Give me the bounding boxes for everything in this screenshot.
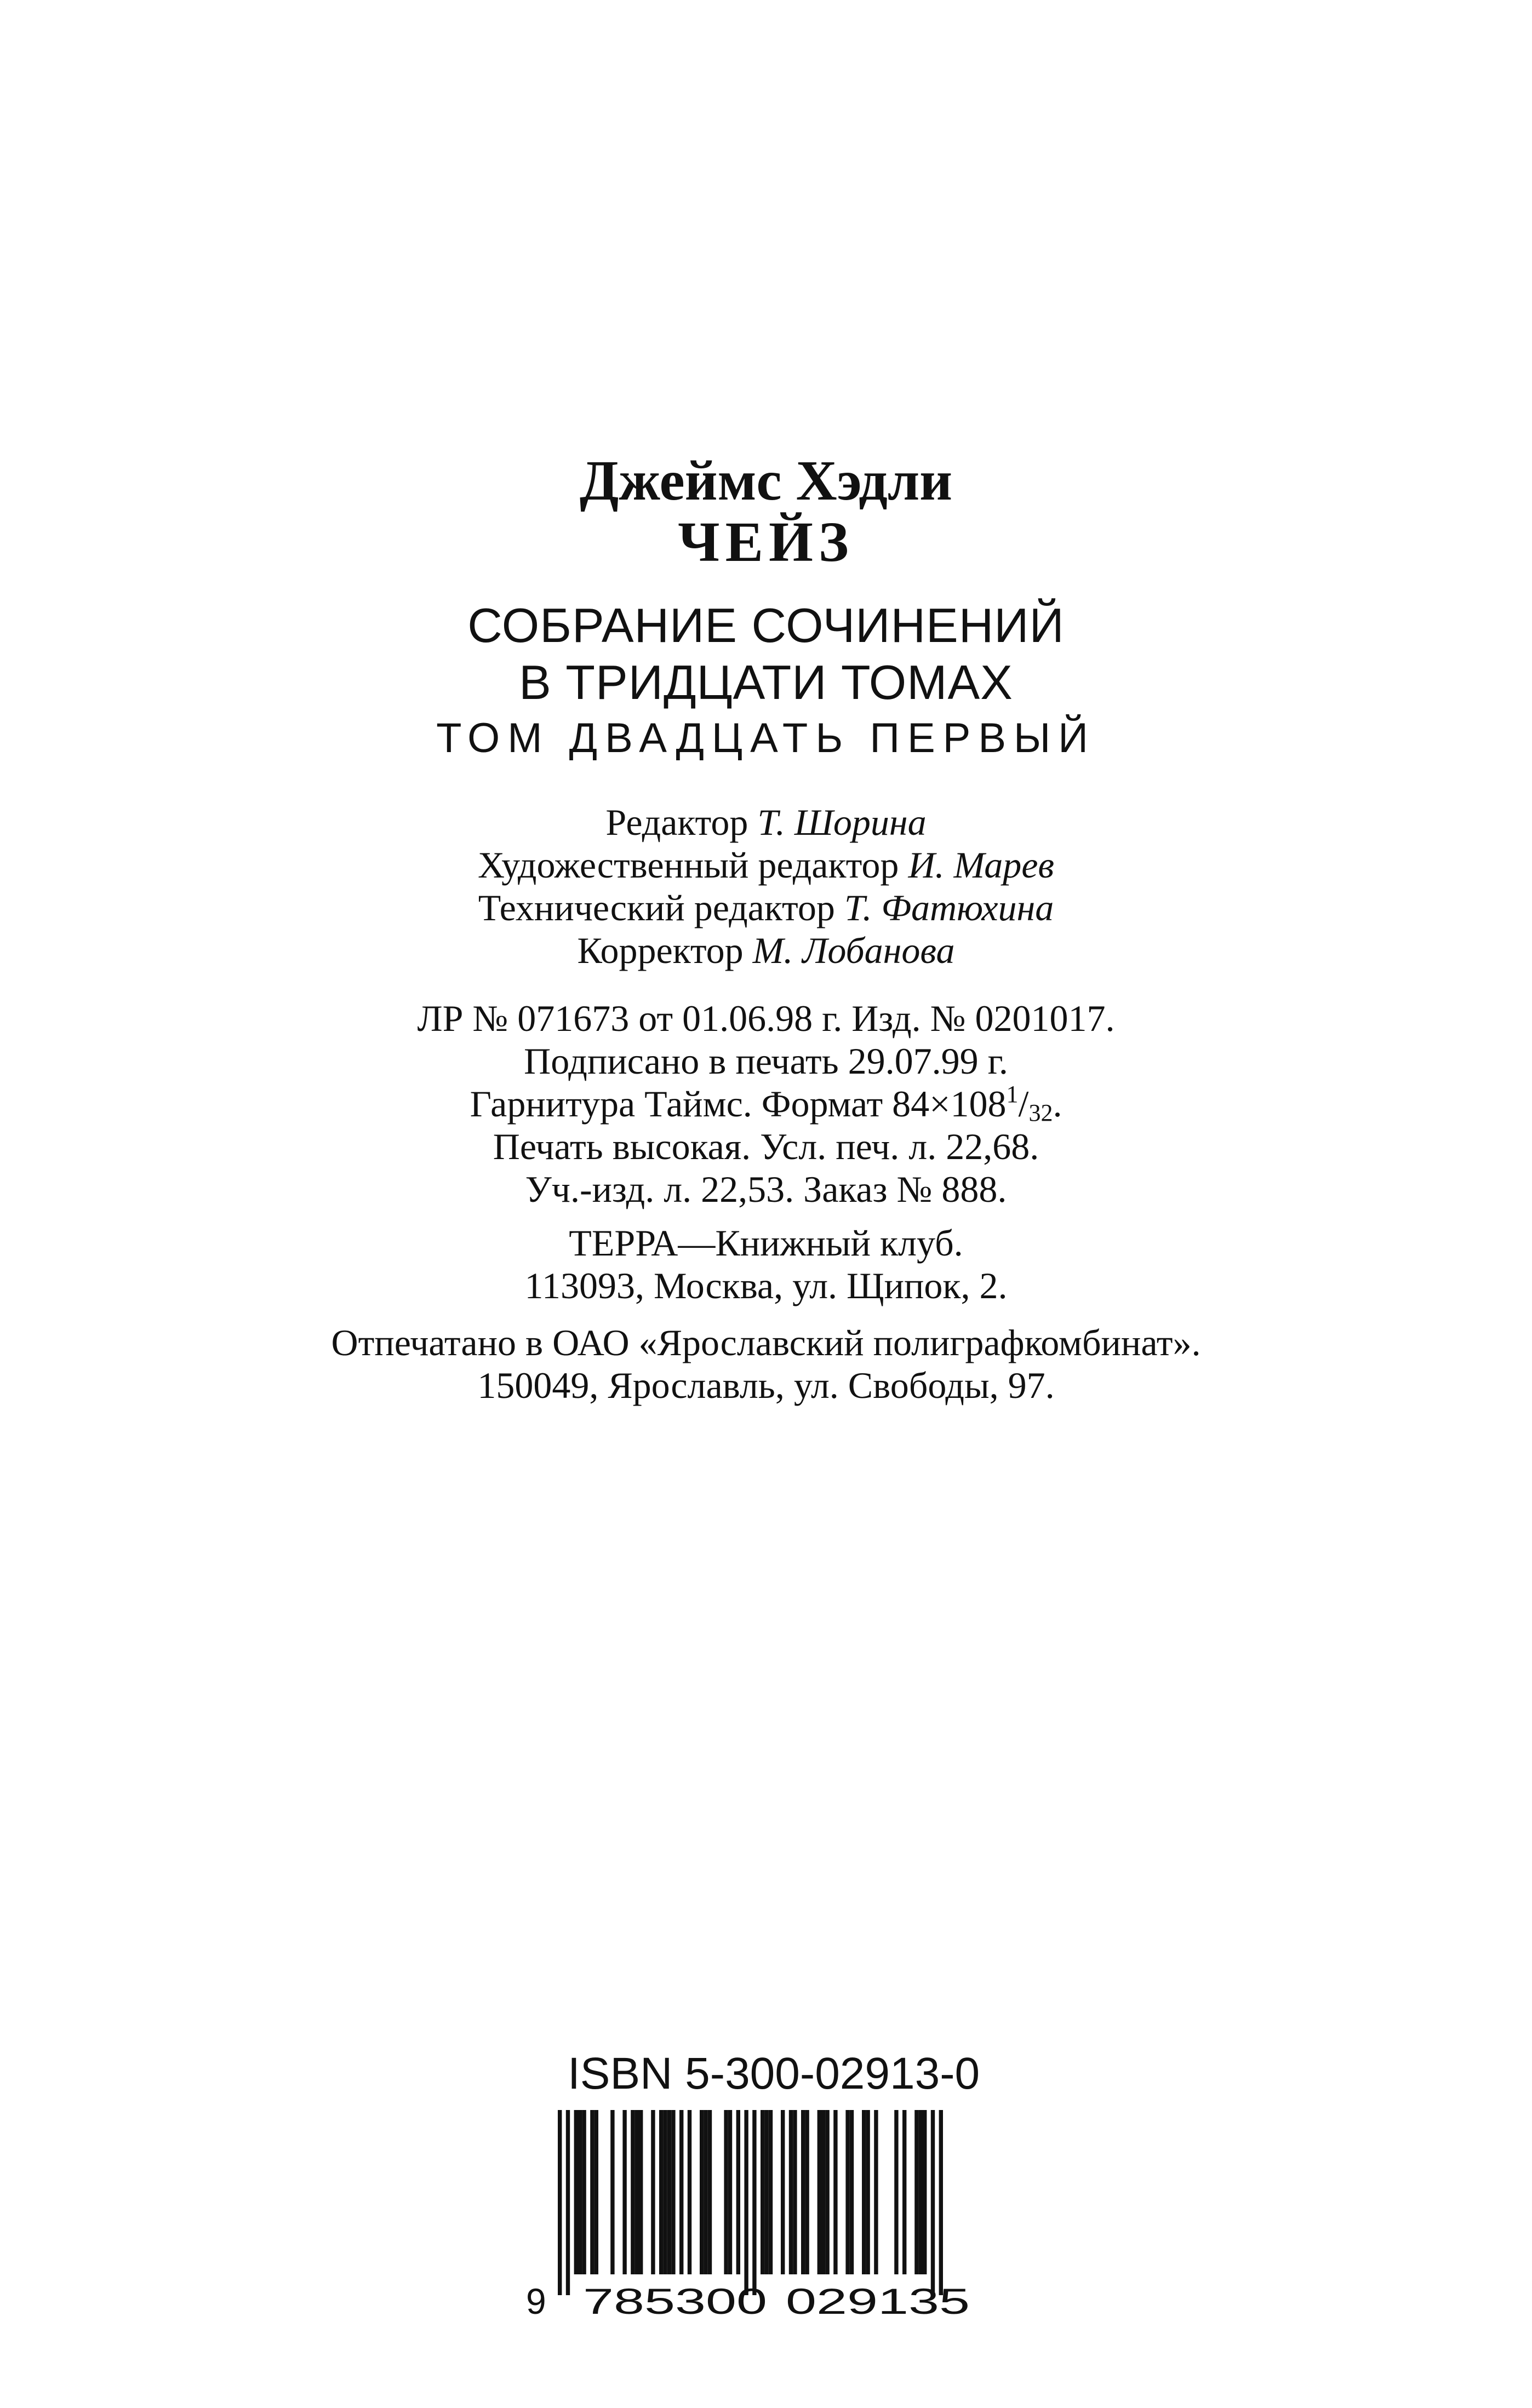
publisher-name: ТЕРРА—Книжный клуб. xyxy=(569,1222,963,1264)
format-prefix: Гарнитура Таймс. Формат 84×108 xyxy=(470,1083,1007,1125)
staff-row-art-editor xyxy=(0,844,1532,886)
barcode-bar xyxy=(862,2110,866,2274)
printer-info xyxy=(0,1321,1532,1407)
barcode-bar xyxy=(594,2110,598,2274)
barcode-bar xyxy=(914,2110,918,2274)
barcode-bar xyxy=(825,2110,829,2274)
barcode-bar xyxy=(833,2110,837,2274)
printer-line-1: Отпечатано в ОАО «Ярославский полиграфкомбинат». xyxy=(331,1322,1201,1363)
barcode-bar xyxy=(818,2110,821,2274)
staff-person: М. Лобанова xyxy=(752,930,955,971)
barcode-bar xyxy=(700,2110,704,2274)
barcode-bar xyxy=(610,2110,614,2274)
format-numerator: 1 xyxy=(1006,1081,1019,1108)
isbn-label: ISBN 5-300-02913-0 xyxy=(568,2049,980,2099)
barcode-bar xyxy=(635,2110,639,2274)
staff-row-proofreader xyxy=(0,929,1532,972)
barcode-bar xyxy=(874,2110,878,2274)
barcode-guard-bar xyxy=(939,2110,943,2295)
barcode-guard-bar xyxy=(931,2110,935,2295)
format-denominator: 32 xyxy=(1028,1099,1053,1126)
barcode-bar xyxy=(902,2110,906,2274)
barcode-bar xyxy=(704,2110,707,2274)
barcode-graphic xyxy=(526,2110,987,2321)
barcode-bar xyxy=(651,2110,655,2274)
barcode-bar xyxy=(671,2110,675,2274)
publisher-info xyxy=(0,1222,1532,1307)
staff-row-tech-editor xyxy=(0,886,1532,929)
barcode-bar xyxy=(582,2110,586,2274)
barcode-bar xyxy=(708,2110,712,2274)
staff-person: И. Марев xyxy=(908,844,1054,886)
barcode-bar xyxy=(805,2110,809,2274)
imprint-details xyxy=(0,997,1532,1211)
staff-role: Редактор xyxy=(605,801,758,843)
barcode-bar xyxy=(764,2110,768,2274)
barcode-bar xyxy=(688,2110,691,2274)
barcode-bar xyxy=(781,2110,785,2274)
barcode-bar xyxy=(631,2110,634,2274)
barcode-bar xyxy=(866,2110,870,2274)
barcode-first-digit: 9 xyxy=(526,2281,546,2321)
barcode-bar xyxy=(622,2110,626,2274)
barcode-bar xyxy=(789,2110,793,2274)
barcode-bar xyxy=(821,2110,825,2274)
barcode-bar xyxy=(761,2110,764,2274)
printer-line-2: 150049, Ярославль, ул. Свободы, 97. xyxy=(477,1364,1055,1406)
editorial-staff xyxy=(0,801,1532,972)
volume-title: ТОМ ДВАДЦАТЬ ПЕРВЫЙ xyxy=(436,715,1096,761)
signed-line: Подписано в печать 29.07.99 г. xyxy=(524,1040,1008,1082)
license-line: ЛР № 071673 от 01.06.98 г. Изд. № 0201017. xyxy=(417,997,1115,1039)
barcode-bar xyxy=(574,2110,578,2274)
barcode-bar xyxy=(724,2110,728,2274)
barcode-bar xyxy=(845,2110,849,2274)
format-line: Гарнитура Таймс. Формат $84\times 108^1/_{32}$. xyxy=(470,1081,1062,1126)
series-title xyxy=(0,597,1532,711)
isbn-barcode xyxy=(526,2110,987,2321)
barcode-bar xyxy=(850,2110,854,2274)
barcode-bar xyxy=(659,2110,663,2274)
barcode-bar xyxy=(769,2110,773,2274)
staff-person: Т. Шорина xyxy=(757,801,927,843)
barcode-bar xyxy=(736,2110,740,2274)
staff-role: Технический редактор xyxy=(478,887,844,928)
author-surname: ЧЕЙЗ xyxy=(678,511,854,574)
series-title-line-2: В ТРИДЦАТИ ТОМАХ xyxy=(519,655,1013,709)
barcode-guard-bar xyxy=(566,2110,570,2295)
staff-role: Корректор xyxy=(577,930,753,971)
barcode-bar xyxy=(590,2110,594,2274)
staff-role: Художественный редактор xyxy=(478,844,908,886)
barcode-bar xyxy=(793,2110,797,2274)
staff-person: Т. Фатюхина xyxy=(844,887,1054,928)
barcode-right-digits: 029135 xyxy=(786,2281,970,2321)
printing-line: Печать высокая. Усл. печ. л. 22,68. xyxy=(493,1126,1039,1167)
barcode-bar xyxy=(919,2110,923,2274)
publisher-address: 113093, Москва, ул. Щипок, 2. xyxy=(524,1265,1008,1306)
format-suffix: . xyxy=(1053,1083,1062,1125)
barcode-bar xyxy=(667,2110,671,2274)
series-title-line-1: СОБРАНИЕ СОЧИНЕНИЙ xyxy=(467,598,1065,652)
barcode-bar xyxy=(639,2110,643,2274)
barcode-left-digits: 785300 xyxy=(583,2281,767,2321)
barcode-bar xyxy=(801,2110,805,2274)
barcode-bar xyxy=(923,2110,927,2274)
barcode-guard-bar xyxy=(744,2110,748,2295)
order-line: Уч.-изд. л. 22,53. Заказ № 888. xyxy=(525,1168,1007,1210)
barcode-guard-bar xyxy=(558,2110,562,2295)
barcode-bar xyxy=(578,2110,582,2274)
barcode-bar xyxy=(728,2110,732,2274)
staff-row-editor xyxy=(0,801,1532,844)
barcode-bar xyxy=(894,2110,898,2274)
barcode-bar xyxy=(663,2110,667,2274)
barcode-guard-bar xyxy=(752,2110,756,2295)
author-name: Джеймс Хэдли xyxy=(579,449,953,512)
barcode-bar xyxy=(679,2110,683,2274)
